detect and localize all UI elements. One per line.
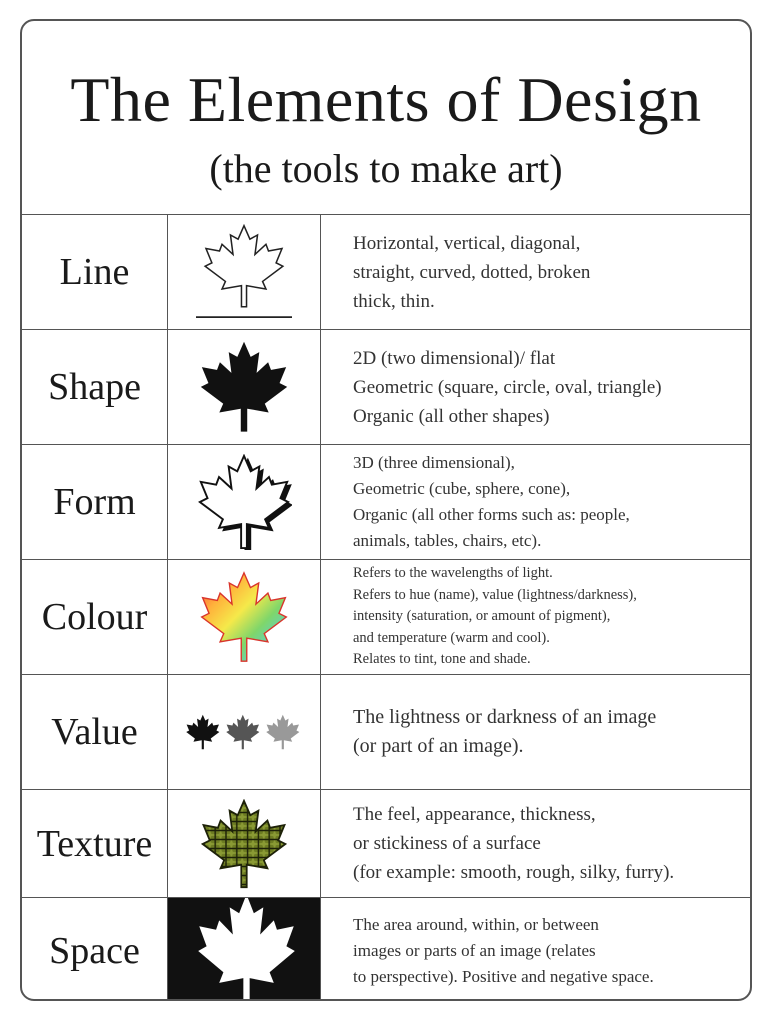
description-text: The lightness or darkness of an image (353, 706, 657, 728)
description-text: Organic (all other shapes) (353, 405, 550, 427)
description-text: Refers to the wavelengths of light. (353, 565, 553, 582)
row-value (22, 675, 750, 790)
description-text: intensity (saturation, or amount of pigment), (353, 608, 611, 625)
maple-leaf-textured-icon (168, 790, 321, 897)
header (22, 21, 750, 215)
element-description-form (321, 445, 750, 559)
description-text: Geometric (square, circle, oval, triangle) (353, 376, 662, 398)
description-text: or stickiness of a surface (353, 833, 541, 854)
element-name-line: Line (22, 215, 168, 329)
description-text: (for example: smooth, rough, silky, furry). (353, 862, 675, 883)
description-text: images or parts of an image (relates (353, 940, 596, 960)
element-description-value (321, 675, 750, 789)
description-text: 3D (three dimensional), (353, 453, 515, 472)
description-text: to perspective). Positive and negative space. (353, 966, 654, 986)
description-text: 2D (two dimensional)/ flat (353, 347, 556, 369)
element-description-space (321, 898, 750, 1001)
description-text: animals, tables, chairs, etc). (353, 531, 542, 550)
description-text: The feel, appearance, thickness, (353, 804, 596, 825)
row-space (22, 898, 750, 1001)
element-name-space: Space (22, 898, 168, 1001)
maple-leaf-gradient-icon (168, 560, 321, 674)
description-text: Relates to tint, tone and shade. (353, 651, 531, 668)
row-shape (22, 330, 750, 445)
description-text: thick, thin. (353, 290, 435, 312)
maple-leaf-negative-space-icon (168, 898, 321, 1001)
maple-leaf-outline-icon (168, 215, 321, 329)
row-line (22, 215, 750, 330)
description-text: Geometric (cube, sphere, cone), (353, 479, 571, 498)
row-texture (22, 790, 750, 898)
description-text: The area around, within, or between (353, 914, 599, 934)
row-form (22, 445, 750, 560)
element-description-colour (321, 560, 750, 674)
page-subtitle: (the tools to make art) (209, 146, 563, 191)
element-name-texture: Texture (22, 790, 168, 897)
element-name-shape: Shape (22, 330, 168, 444)
description-text: straight, curved, dotted, broken (353, 261, 591, 283)
element-name-value: Value (22, 675, 168, 789)
elements-of-design-chart (20, 19, 752, 1001)
maple-leaf-3d-icon (168, 445, 321, 559)
description-text: Horizontal, vertical, diagonal, (353, 232, 581, 254)
element-name-form: Form (22, 445, 168, 559)
description-text: Refers to hue (name), value (lightness/darkness), (353, 586, 637, 603)
row-colour (22, 560, 750, 675)
description-text: (or part of an image). (353, 735, 524, 757)
description-text: Organic (all other forms such as: people, (353, 505, 630, 524)
element-description-texture (321, 790, 750, 897)
element-description-shape (321, 330, 750, 444)
description-text: and temperature (warm and cool). (353, 629, 550, 646)
page-title: The Elements of Design (70, 64, 702, 135)
element-name-colour: Colour (22, 560, 168, 674)
maple-leaf-value-scale-icon (168, 675, 321, 789)
maple-leaf-solid-icon (168, 330, 321, 444)
element-description-line (321, 215, 750, 329)
